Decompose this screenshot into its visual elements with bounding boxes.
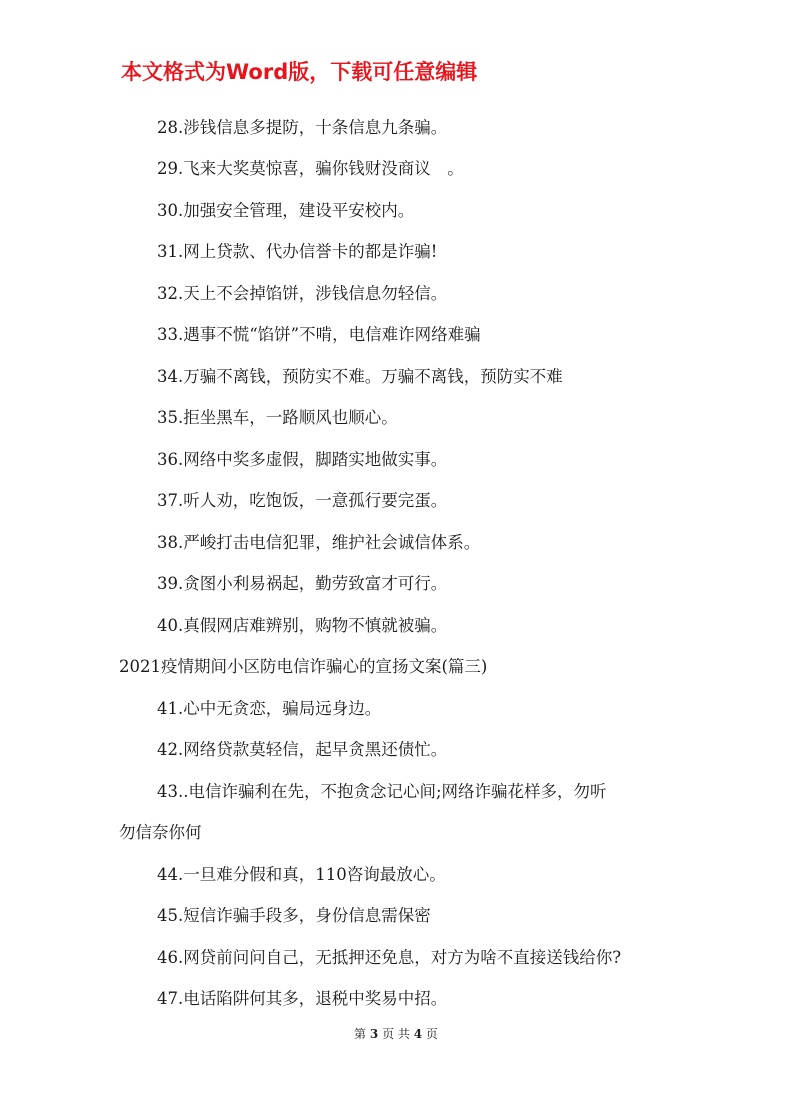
list-item: 30.加强安全管理，建设平安校内。: [157, 201, 415, 220]
list-item: 33.遇事不慌“馅饼”不啃，电信难诈网络难骗: [157, 325, 481, 344]
list-item: 41.心中无贪恋，骗局远身边。: [157, 699, 382, 718]
footer-middle: 页 共: [382, 1027, 410, 1041]
total-page-number: 4: [413, 1027, 423, 1041]
list-item: 31.网上贷款、代办信誉卡的都是诈骗!: [157, 242, 438, 261]
list-item: 42.网络贷款莫轻信，起早贪黑还债忙。: [157, 740, 448, 759]
footer-prefix: 第: [354, 1027, 367, 1041]
footer-suffix: 页: [425, 1027, 438, 1041]
list-item: 40.真假网店难辨别，购物不慎就被骗。: [157, 616, 448, 635]
list-item: 47.电话陷阱何其多，退税中奖易中招。: [157, 989, 448, 1008]
list-item: 39.贪图小利易祸起，勤劳致富才可行。: [157, 574, 448, 593]
current-page-number: 3: [369, 1027, 379, 1041]
list-item: 45.短信诈骗手段多，身份信息需保密: [157, 906, 431, 925]
list-item: 36.网络中奖多虚假，脚踏实地做实事。: [157, 450, 448, 469]
list-item: 37.听人劝，吃饱饭，一意孤行要完蛋。: [157, 491, 448, 510]
list-item-continuation: 勿信奈你何: [119, 823, 202, 842]
format-notice: 本文格式为Word版，下载可任意编辑: [121, 60, 478, 84]
list-item: 44.一旦难分假和真，110咨询最放心。: [157, 865, 446, 884]
list-item: 34.万骗不离钱，预防实不难。万骗不离钱，预防实不难: [157, 367, 563, 386]
section-heading: 2021疫情期间小区防电信诈骗心的宣扬文案(篇三): [119, 657, 488, 676]
list-item: 29.飞来大奖莫惊喜，骗你钱财没商议 。: [157, 159, 464, 178]
page-footer: [0, 1025, 792, 1042]
list-item: 35.拒坐黑车，一路顺风也顺心。: [157, 408, 398, 427]
list-item: 38.严峻打击电信犯罪，维护社会诚信体系。: [157, 533, 481, 552]
list-item: 28.涉钱信息多提防，十条信息九条骗。: [157, 118, 448, 137]
list-item: 43..电信诈骗利在先，不抱贪念记心间;网络诈骗花样多，勿听: [157, 782, 607, 801]
list-item: 32.天上不会掉馅饼，涉钱信息勿轻信。: [157, 284, 448, 303]
list-item: 46.网贷前问问自己，无抵押还免息，对方为啥不直接送钱给你?: [157, 948, 622, 967]
